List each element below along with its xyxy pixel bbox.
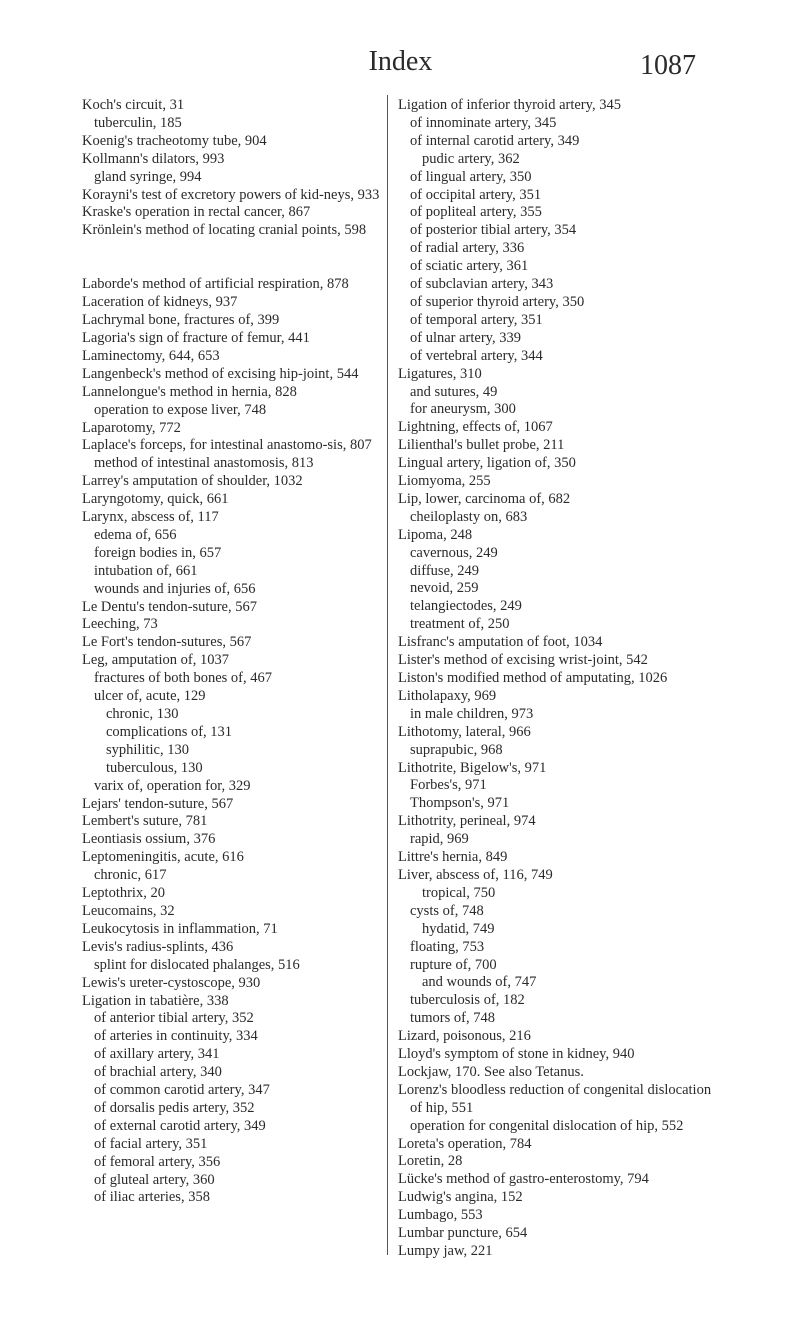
- index-entry: nevoid, 259: [410, 580, 479, 597]
- index-entry: treatment of, 250: [410, 616, 510, 633]
- index-entry: Korayni's test of excretory powers of kid-neys, 933: [82, 186, 380, 203]
- index-entry: Loretin, 28: [398, 1153, 463, 1170]
- index-entry: Lightning, effects of, 1067: [398, 419, 553, 436]
- index-entry: Lister's method of excising wrist-joint, 542: [398, 652, 648, 669]
- index-entry: suprapubic, 968: [410, 741, 503, 758]
- index-entry: Ligation in tabatière, 338: [82, 992, 229, 1009]
- index-entry: fractures of both bones of, 467: [94, 670, 272, 687]
- index-entry: and sutures, 49: [410, 383, 498, 400]
- index-entry: Lorenz's bloodless reduction of congenital dislocation of hip, 551: [398, 1081, 712, 1116]
- index-entry: Lizard, poisonous, 216: [398, 1028, 531, 1045]
- index-entry: for aneurysm, 300: [410, 401, 516, 418]
- index-entry: Leontiasis ossium, 376: [82, 831, 216, 848]
- index-entry: Laminectomy, 644, 653: [82, 347, 220, 364]
- index-entry: of arteries in continuity, 334: [94, 1028, 258, 1045]
- index-entry: Lewis's ureter-cystoscope, 930: [82, 974, 261, 991]
- index-entry: in male children, 973: [410, 705, 534, 722]
- index-entry: Lithotrite, Bigelow's, 971: [398, 759, 547, 776]
- index-entry: Leptomeningitis, acute, 616: [82, 849, 244, 866]
- index-entry: of anterior tibial artery, 352: [94, 1010, 254, 1027]
- index-entry: of axillary artery, 341: [94, 1046, 220, 1063]
- index-entry: Leeching, 73: [82, 616, 158, 633]
- index-entry: tropical, 750: [422, 884, 496, 901]
- index-entry: Liver, abscess of, 116, 749: [398, 866, 553, 883]
- page-header: [0, 46, 801, 86]
- index-entry: of popliteal artery, 355: [410, 204, 542, 221]
- index-entry: Laplace's forceps, for intestinal anastomo-sis, 807: [82, 437, 372, 454]
- index-entry: of brachial artery, 340: [94, 1064, 222, 1081]
- index-entry: Liston's modified method of amputating, 1026: [398, 670, 668, 686]
- index-entry: Lembert's suture, 781: [82, 813, 208, 830]
- index-entry: Larynx, abscess of, 117: [82, 509, 219, 526]
- index-entry: Forbes's, 971: [410, 777, 487, 794]
- index-entry: chronic, 617: [94, 867, 167, 884]
- index-entry: Ludwig's angina, 152: [398, 1189, 523, 1206]
- index-entry: of gluteal artery, 360: [94, 1171, 215, 1188]
- index-entry: Lejars' tendon-suture, 567: [82, 795, 234, 812]
- index-entry: of occipital artery, 351: [410, 186, 542, 203]
- index-entry: Larrey's amputation of shoulder, 1032: [82, 473, 303, 490]
- index-entry: Littre's hernia, 849: [398, 849, 508, 866]
- index-entry: splint for dislocated phalanges, 516: [94, 956, 300, 973]
- index-entry: hydatid, 749: [422, 920, 495, 937]
- index-entry: Laparotomy, 772: [82, 419, 181, 436]
- index-entry: of vertebral artery, 344: [410, 347, 543, 364]
- index-entry: Lisfranc's amputation of foot, 1034: [398, 634, 603, 651]
- index-entry: operation for congenital dislocation of hip, 552: [410, 1117, 684, 1134]
- index-entry: Levis's radius-splints, 436: [82, 938, 234, 955]
- index-column-right: [398, 97, 724, 1261]
- index-entry: of common carotid artery, 347: [94, 1082, 270, 1099]
- index-entry: of internal carotid artery, 349: [410, 132, 580, 149]
- index-entry: Lachrymal bone, fractures of, 399: [82, 312, 280, 329]
- index-entry: of subclavian artery, 343: [410, 276, 554, 293]
- index-entry: pudic artery, 362: [422, 150, 520, 167]
- index-entry: Laryngotomy, quick, 661: [82, 491, 229, 508]
- index-entry: of facial artery, 351: [94, 1135, 208, 1152]
- index-entry: chronic, 130: [106, 706, 179, 722]
- index-entry: Koenig's tracheotomy tube, 904: [82, 132, 267, 149]
- index-entry: Lingual artery, ligation of, 350: [398, 455, 576, 472]
- index-entry: operation to expose liver, 748: [94, 401, 267, 418]
- index-entry: telangiectodes, 249: [410, 598, 522, 615]
- column-divider: [387, 95, 388, 1255]
- index-entry: Langenbeck's method of excising hip-joint, 544: [82, 365, 359, 382]
- index-entry: Leg, amputation of, 1037: [82, 652, 229, 669]
- index-entry: Le Fort's tendon-sutures, 567: [82, 634, 252, 651]
- index-column-left: [82, 97, 380, 1207]
- index-entry: cheiloplasty on, 683: [410, 508, 528, 525]
- section-gap: [82, 258, 380, 276]
- index-entry: of external carotid artery, 349: [94, 1117, 266, 1134]
- index-entry: Loreta's operation, 784: [398, 1135, 532, 1152]
- index-entry: Lumbar puncture, 654: [398, 1225, 528, 1242]
- index-entry: Lithotomy, lateral, 966: [398, 723, 531, 740]
- index-entry: Litholapaxy, 969: [398, 687, 497, 704]
- page-number: 1087: [640, 50, 696, 81]
- index-entry: Lannelongue's method in hernia, 828: [82, 383, 297, 400]
- index-entry: Leukocytosis in inflammation, 71: [82, 920, 278, 937]
- index-entry: of ulnar artery, 339: [410, 329, 521, 346]
- index-entry: of temporal artery, 351: [410, 311, 543, 328]
- index-entry: ulcer of, acute, 129: [94, 688, 206, 705]
- index-entry: wounds and injuries of, 656: [94, 580, 256, 597]
- index-entry: Liomyoma, 255: [398, 473, 491, 490]
- index-entry: rupture of, 700: [410, 956, 497, 973]
- index-entry: tuberculous, 130: [106, 759, 203, 776]
- index-entry: Kraske's operation in rectal cancer, 867: [82, 204, 311, 221]
- index-entry: Lithotrity, perineal, 974: [398, 813, 536, 830]
- index-entry: rapid, 969: [410, 831, 469, 848]
- index-entry: tumors of, 748: [410, 1010, 495, 1027]
- index-entry: Ligatures, 310: [398, 365, 482, 382]
- index-entry: Lumbago, 553: [398, 1207, 483, 1224]
- index-entry: Le Dentu's tendon-suture, 567: [82, 598, 257, 615]
- index-entry: of sciatic artery, 361: [410, 258, 529, 275]
- index-entry: edema of, 656: [94, 526, 177, 543]
- index-entry: Lumpy jaw, 221: [398, 1243, 493, 1259]
- index-entry: Ligation of inferior thyroid artery, 345: [398, 97, 621, 113]
- index-entry: diffuse, 249: [410, 562, 480, 579]
- index-entry: floating, 753: [410, 938, 485, 955]
- index-entry: gland syringe, 994: [94, 168, 202, 185]
- index-entry: Krönlein's method of locating cranial points, 598: [82, 222, 367, 239]
- index-entry: tuberculosis of, 182: [410, 992, 525, 1009]
- index-entry: foreign bodies in, 657: [94, 544, 222, 561]
- index-entry: Lagoria's sign of fracture of femur, 441: [82, 329, 310, 346]
- index-entry: of iliac arteries, 358: [94, 1189, 210, 1206]
- index-entry: of radial artery, 336: [410, 240, 525, 257]
- index-entry: and wounds of, 747: [422, 974, 537, 991]
- index-entry: complications of, 131: [106, 723, 233, 740]
- page-title: Index: [368, 46, 433, 77]
- index-entry: Lockjaw, 170. See also Tetanus.: [398, 1063, 584, 1080]
- index-entry: Kollmann's dilators, 993: [82, 150, 225, 167]
- index-entry: Leptothrix, 20: [82, 885, 165, 902]
- index-entry: of dorsalis pedis artery, 352: [94, 1099, 255, 1116]
- index-entry: Leucomains, 32: [82, 902, 175, 919]
- index-entry: tuberculin, 185: [94, 114, 182, 131]
- index-entry: intubation of, 661: [94, 562, 198, 579]
- index-entry: Laceration of kidneys, 937: [82, 294, 238, 311]
- index-entry: Lip, lower, carcinoma of, 682: [398, 490, 571, 507]
- index-entry: method of intestinal anastomosis, 813: [94, 455, 314, 472]
- index-entry: Lücke's method of gastro-enterostomy, 794: [398, 1171, 649, 1188]
- index-entry: syphilitic, 130: [106, 741, 189, 758]
- index-entry: Lilienthal's bullet probe, 211: [398, 437, 565, 454]
- index-entry: Lloyd's symptom of stone in kidney, 940: [398, 1046, 635, 1063]
- index-entry: Lipoma, 248: [398, 526, 473, 543]
- index-entry: Laborde's method of artificial respiration, 878: [82, 276, 349, 293]
- index-entry: of femoral artery, 356: [94, 1153, 221, 1170]
- index-entry: Koch's circuit, 31: [82, 97, 185, 113]
- index-entry: of posterior tibial artery, 354: [410, 222, 577, 239]
- index-entry: of superior thyroid artery, 350: [410, 293, 585, 310]
- index-entry: varix of, operation for, 329: [94, 777, 251, 794]
- index-entry: of lingual artery, 350: [410, 168, 532, 185]
- index-entry: cysts of, 748: [410, 902, 484, 919]
- index-entry: of innominate artery, 345: [410, 114, 557, 131]
- index-entry: Thompson's, 971: [410, 795, 510, 812]
- section-gap: [82, 240, 380, 258]
- index-entry: cavernous, 249: [410, 544, 498, 561]
